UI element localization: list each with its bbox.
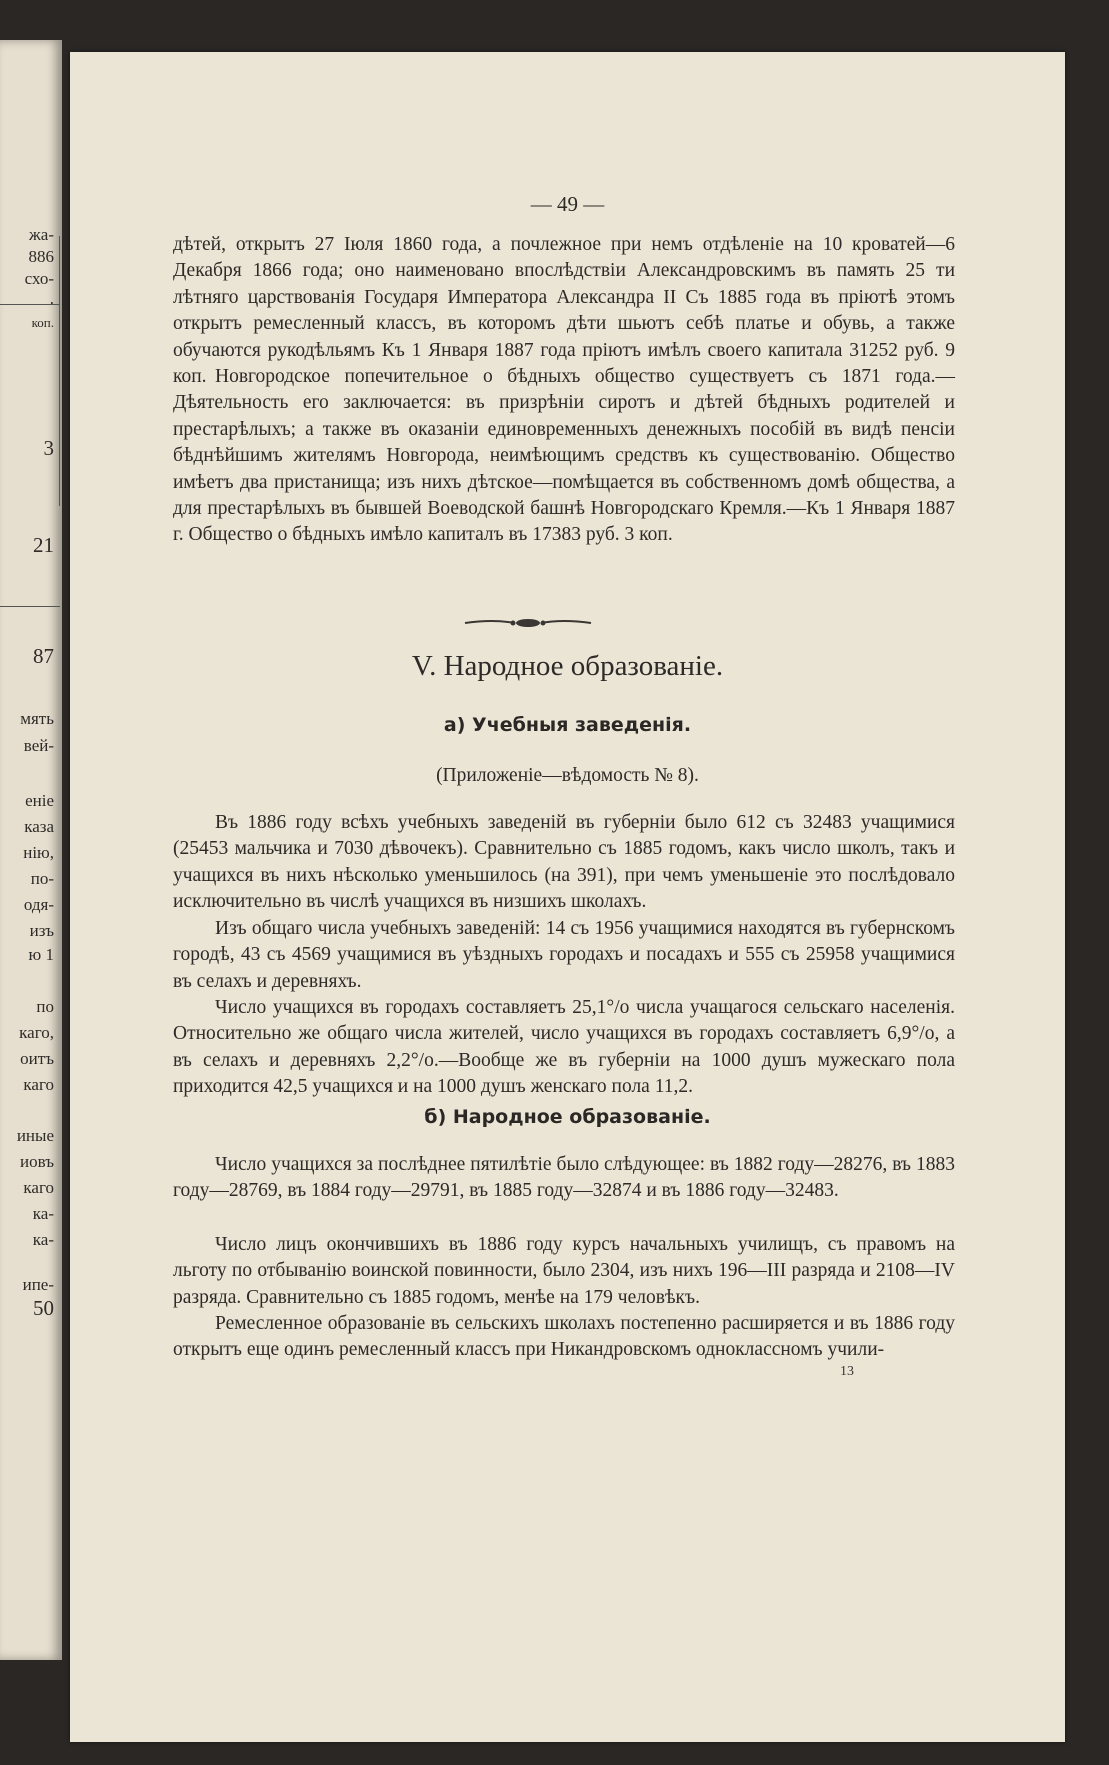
left-fragment: ю 1	[28, 945, 54, 964]
paragraph-orphanage: дѣтей, открытъ 27 Іюля 1860 года, а почлежное при немъ отдѣленіе на 10 кроватей—6 Декабря 1866 года; оно наименовано впослѣдствіи Александровскимъ въ память 25 ти лѣтняго царствованія Государя Императора Александра II Съ 1885 года въ пріютѣ этомъ открытъ ремесленный классъ, въ которомъ дѣти шьютъ себѣ платье и обувь, а также обучаются рукодѣльямъ Къ 1 Января 1887 года пріютъ имѣлъ своего капитала 31252 руб. 9 коп.	[173, 234, 955, 388]
left-fragment: 21	[33, 533, 54, 557]
left-fragment: иовъ	[20, 1152, 54, 1171]
paragraph-student-ratio: Число учащихся въ городахъ составляетъ 25,1°/о числа учащагося сельскаго населенія. Относительно же общаго числа жителей, число учащихся въ городахъ составляетъ 6,9°/о, а въ селахъ и деревняхъ 2,2°/о.—Вообще же въ губерніи на 1000 душъ мужескаго пола приходится 42,5 учащихся и на 1000 душъ женскаго пола 11,2.	[173, 997, 955, 1098]
paragraph-craft-education: Ремесленное образованіе въ сельскихъ школахъ постепенно расширяется и въ 1886 году открытъ еще одинъ ремесленный классъ при Никандровскомъ одноклассномъ учили-	[173, 1313, 955, 1361]
paragraph-graduates: Число лицъ окончившихъ въ 1886 году курсъ начальныхъ училищъ, съ правомъ на льготу по отбыванію воинской повинности, было 2304, изъ нихъ 196—III разряда и 2108—IV разряда. Сравнительно съ 1885 годомъ, менѣе на 179 человѣкъ.	[173, 1234, 955, 1308]
left-fragment: еніе	[25, 791, 54, 810]
left-fragment: ка-	[32, 1230, 54, 1249]
subsection-heading-a: а) Учебныя заведенія.	[443, 714, 692, 736]
left-fragment: жа-	[29, 225, 54, 244]
appendix-note: (Приложеніе—вѣдомость № 8).	[436, 765, 699, 786]
left-fragment: вей-	[23, 736, 54, 755]
left-page-edge	[0, 40, 62, 1660]
left-fragment: 3	[43, 436, 54, 460]
paragraph-schools-total: Въ 1886 году всѣхъ учебныхъ заведеній въ губерніи было 612 съ 32483 учащимися (25453 мальчика и 7030 дѣвочекъ). Сравнительно съ 1885 годомъ, какъ число школъ, такъ и учащихся въ нихъ нѣсколько уменьшилось (на 391), при чемъ уменьшеніе это послѣдовало исключительно въ числѣ учащихся въ низшихъ школахъ.	[173, 812, 955, 913]
left-fragment: одя-	[23, 895, 54, 914]
left-fragment: мять	[20, 709, 54, 728]
left-fragment: 50	[33, 1296, 54, 1320]
left-fragment: коп.	[31, 315, 54, 330]
left-fragment: каго	[23, 1075, 54, 1094]
left-fragment: 886	[28, 247, 54, 266]
left-fragment: схо-	[24, 269, 54, 288]
left-fragment: .	[49, 289, 54, 308]
paragraph-student-counts: Число учащихся за послѣднее пятилѣтіе было слѣдующее: въ 1882 году—28276, въ 1883 году—28769, въ 1884 году—29791, въ 1885 году—32874 и въ 1886 году—32483.	[173, 1154, 955, 1202]
left-fragment: 87	[33, 644, 54, 668]
left-fragment: нію,	[23, 843, 54, 862]
paragraph-poor-society: Новгородское попечительное о бѣдныхъ общество существуетъ съ 1871 года.—Дѣятельность его заключается: въ призрѣніи сиротъ и дѣтей бѣдныхъ родителей и престарѣлыхъ; а также въ оказаніи единовременныхъ денежныхъ пособій въ видѣ пенсіи бѣднѣйшимъ жителямъ Новгорода, неимѣющимъ средствъ къ существованію. Общество имѣетъ два пристанища; изъ нихъ дѣтское—помѣщается въ собственномъ домѣ общества, а для престарѣлыхъ въ бывшей Воеводской башнѣ Новгородскаго Кремля.—Къ 1 Января 1887 г. Общество о бѣдныхъ имѣло капиталъ въ 17383 руб. 3 коп.	[173, 366, 955, 546]
ornament-divider-icon	[463, 617, 593, 629]
left-fragment: ипе-	[22, 1275, 54, 1294]
left-fragment: оитъ	[20, 1049, 54, 1068]
left-fragment: иные	[16, 1126, 54, 1145]
left-fragment: каго	[23, 1178, 54, 1197]
left-fragment: изъ	[29, 921, 54, 940]
table-rule-horizontal	[0, 606, 60, 607]
table-rule-vertical	[59, 236, 60, 506]
left-fragment: по	[36, 997, 54, 1016]
left-fragment: по-	[30, 869, 54, 888]
left-fragment: ка-	[32, 1204, 54, 1223]
paragraph-schools-distribution: Изъ общаго числа учебныхъ заведеній: 14 съ 1956 учащимися находятся въ губернскомъ городѣ, 43 съ 4569 учащимися въ уѣздныхъ городахъ и посадахъ и 555 съ 25958 учащимися въ селахъ и деревняхъ.	[173, 918, 955, 992]
document-page	[70, 52, 1065, 1742]
subsection-heading-b: б) Народное образованіе.	[424, 1106, 711, 1128]
section-title: V. Народное образованіе.	[411, 650, 724, 682]
left-fragment: каза	[24, 817, 54, 836]
printer-signature: 13	[840, 1364, 854, 1379]
page-number: — 49 —	[530, 192, 605, 216]
left-fragment: каго,	[19, 1023, 54, 1042]
